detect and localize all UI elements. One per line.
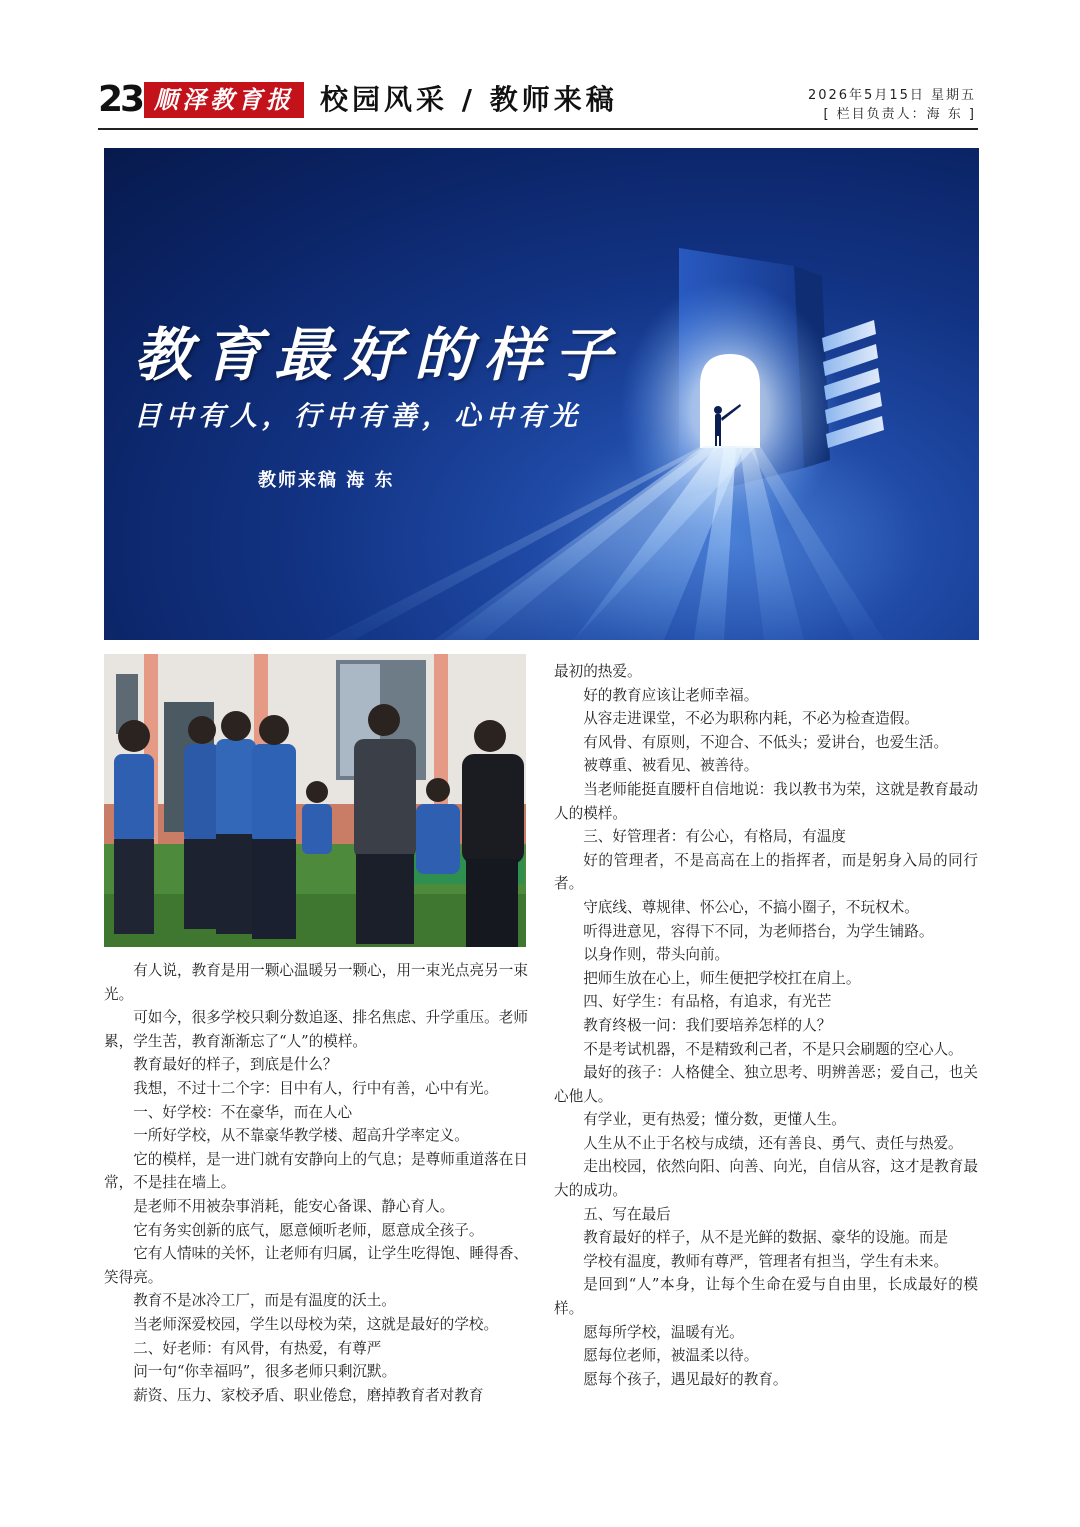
- paragraph: 是回到“人”本身，让每个生命在爱与自由里，长成最好的模样。: [554, 1276, 978, 1318]
- paragraph: 可如今，很多学校只剩分数追逐、排名焦虑、升学重压。老师累，学生苦，教育渐渐忘了“人”的模样。: [104, 1009, 528, 1050]
- banner-subtitle: 目中有人，行中有善，心中有光: [134, 401, 582, 432]
- paragraph: 愿每位老师，被温柔以待。: [583, 1347, 759, 1365]
- page-number: 23: [98, 79, 143, 120]
- paragraph: 好的管理者，不是高高在上的指挥者，而是躬身入局的同行者。: [554, 851, 978, 893]
- banner-byline: 教师来稿 海 东: [258, 470, 395, 491]
- students-photo-illustration: [104, 654, 526, 947]
- paragraph: 它有人情味的关怀，让老师有归属，让学生吃得饱、睡得香、笑得亮。: [104, 1245, 528, 1286]
- paragraph: 教育终极一问：我们要培养怎样的人？: [583, 1016, 832, 1034]
- paragraph: 被尊重、被看见、被善待。: [583, 757, 759, 775]
- article-column-left: [104, 959, 528, 1407]
- paragraph: 从容走进课堂，不必为职称内耗，不必为检查造假。: [583, 710, 919, 728]
- paragraph: 愿每所学校，温暖有光。: [583, 1323, 744, 1341]
- paragraph-continuation: 最初的热爱。: [554, 663, 642, 680]
- paragraph: 教育最好的样子，从不是光鲜的数据、豪华的设施。而是: [583, 1229, 949, 1247]
- banner-title: 教育最好的样子: [134, 321, 625, 389]
- section-title: 校园风采 / 教师来稿: [320, 83, 618, 116]
- paragraph: 薪资、压力、家校矛盾、职业倦怠，磨掉教育者对教育: [133, 1386, 484, 1404]
- issue-date: 2026年5月15日 星期五: [807, 88, 976, 103]
- paragraph: 最好的孩子：人格健全、独立思考、明辨善恶；爱自己，也关心他人。: [554, 1064, 978, 1105]
- paragraph: 我想，不过十二个字：目中有人，行中有善，心中有光。: [133, 1079, 499, 1097]
- masthead: [98, 78, 978, 130]
- paragraph: 它的模样，是一进门就有安静向上的气息；是尊师重道落在日常，不是挂在墙上。: [104, 1150, 528, 1192]
- paragraph: 把师生放在心上，师生便把学校扛在肩上。: [583, 969, 861, 987]
- paragraph: 当老师深爱校园，学生以母校为荣，这就是最好的学校。: [133, 1315, 499, 1333]
- paragraph: 守底线、尊规律、怀公心，不搞小圈子，不玩权术。: [583, 898, 919, 916]
- paragraph: 听得进意见，容得下不同，为老师搭台，为学生铺路。: [583, 922, 934, 940]
- paragraph: 不是考试机器，不是精致利己者，不是只会刷题的空心人。: [583, 1040, 963, 1058]
- paragraph: 有学业，更有热爱；懂分数，更懂人生。: [583, 1111, 846, 1129]
- paragraph: 以身作则，带头向前。: [583, 946, 730, 964]
- paragraph: 一所好学校，从不靠豪华教学楼、超高升学率定义。: [133, 1127, 469, 1145]
- paragraph: 好的教育应该让老师幸福。: [583, 686, 759, 704]
- section-heading: 一、好学校：不在豪华，而在人心: [133, 1103, 353, 1121]
- section-heading: 三、好管理者：有公心，有格局，有温度: [583, 828, 846, 846]
- paragraph: 有风骨、有原则，不迎合、不低头；爱讲台，也爱生活。: [583, 733, 949, 751]
- paragraph: 有人说，教育是用一颗心温暖另一颗心，用一束光点亮另一束光。: [104, 962, 528, 1003]
- paragraph: 人生从不止于名校与成绩，还有善良、勇气、责任与热爱。: [583, 1134, 963, 1152]
- paragraph: 学校有温度，教师有尊严，管理者有担当，学生有未来。: [583, 1252, 949, 1270]
- article-column-right: [554, 660, 978, 1391]
- paragraph: 教育最好的样子，到底是什么？: [133, 1056, 338, 1074]
- newspaper-name: 顺泽教育报: [144, 82, 304, 118]
- paragraph: 走出校园，依然向阳、向善、向光，自信从容，这才是教育最大的成功。: [554, 1158, 978, 1200]
- paragraph: 它有务实创新的底气，愿意倾听老师，愿意成全孩子。: [133, 1221, 484, 1239]
- paragraph: 问一句“你幸福吗”，很多老师只剩沉默。: [133, 1363, 397, 1381]
- section-heading: 二、好老师：有风骨，有热爱，有尊严: [133, 1339, 382, 1357]
- students-photo: [104, 654, 526, 947]
- paragraph: 当老师能挺直腰杆自信地说：我以教书为荣，这就是教育最动人的模样。: [554, 780, 978, 822]
- paragraph: 教育不是冰冷工厂，而是有温度的沃土。: [133, 1292, 396, 1310]
- masthead-rule: [98, 128, 978, 130]
- paragraph: 愿每个孩子，遇见最好的教育。: [583, 1370, 788, 1388]
- paragraph: 是老师不用被杂事消耗，能安心备课、静心育人。: [133, 1197, 455, 1215]
- section-heading: 五、写在最后: [583, 1205, 671, 1223]
- article-banner: [104, 148, 979, 640]
- column-editor: [ 栏目负责人：海 东 ]: [823, 107, 976, 122]
- section-heading: 四、好学生：有品格，有追求，有光芒: [583, 993, 832, 1011]
